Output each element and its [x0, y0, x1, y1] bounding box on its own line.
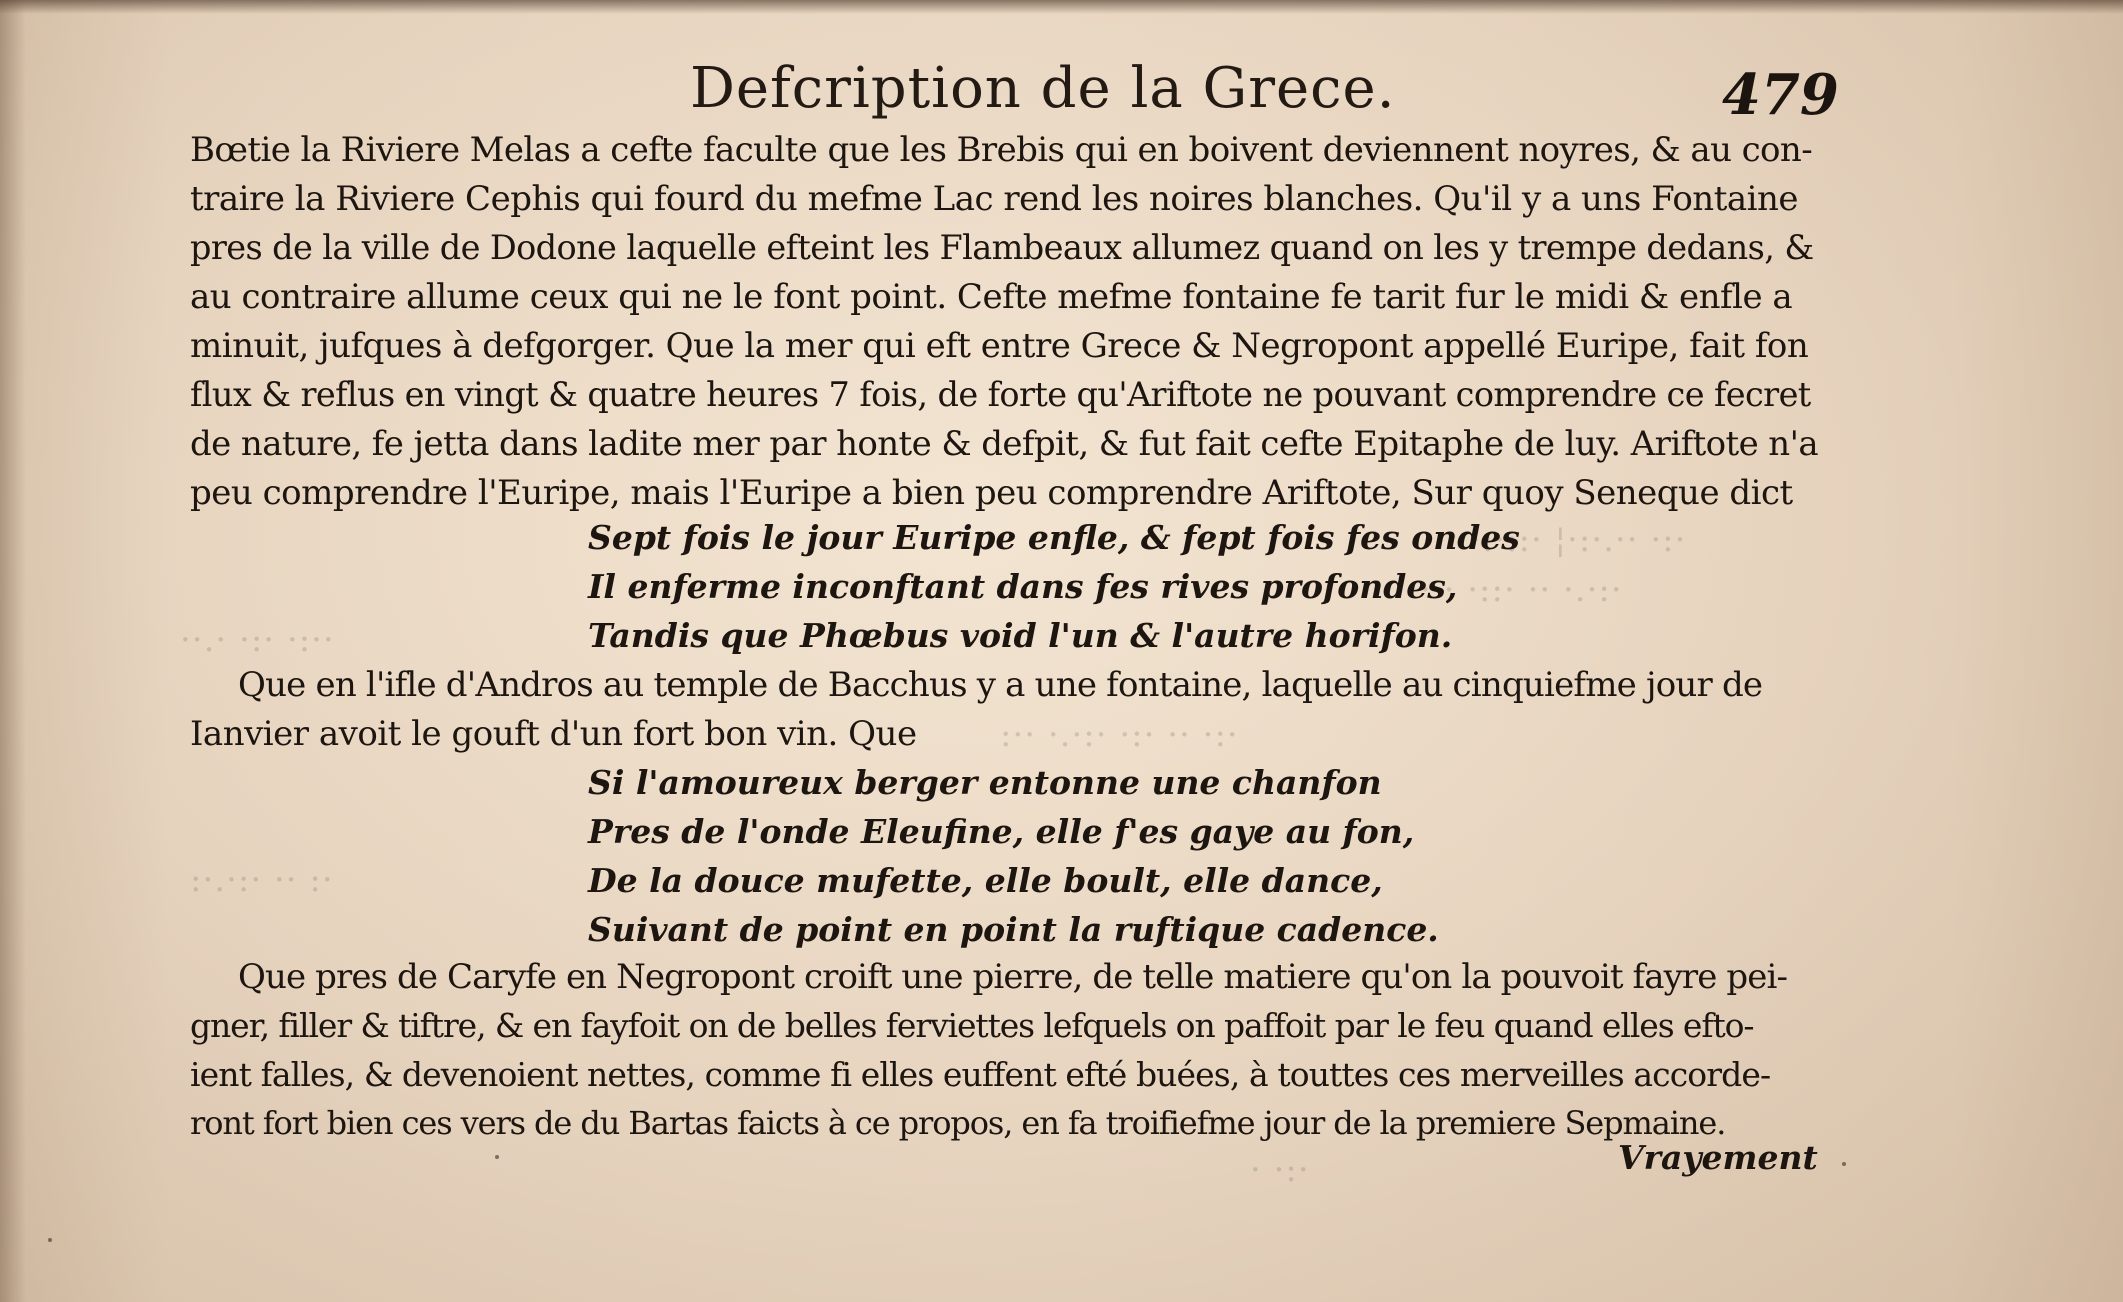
- ink-speck: [1842, 1162, 1846, 1166]
- text-line: flux & reflus en vingt & quatre heures 7 fois, de forte qu'Ariftote ne pouvant comprendre ce fecret: [190, 375, 1811, 414]
- text-line: Ianvier avoit le gouft d'un fort bon vin. Que: [190, 714, 917, 754]
- text-line: Bœtie la Riviere Melas a cefte faculte que les Brebis qui en boivent deviennent noyres, & au con-: [190, 130, 1813, 170]
- text-line: pres de la ville de Dodone laquelle efteint les Flambeaux allumez quand on les y trempe dedans, &: [190, 228, 1814, 267]
- text-line: gner, filler & tiftre, & en fayfoit on de belles ferviettes lefquels on paffoit par le feu quand elles efto-: [190, 1006, 1754, 1045]
- bleed-through: :·.·:· ·· :·: [190, 860, 334, 900]
- text-line: minuit, jufques à defgorger. Que la mer qui eft entre Grece & Negropont appellé Euripe, fait fon: [190, 326, 1809, 366]
- text-line: Que pres de Caryfe en Negropont croift une pierre, de telle matiere qu'on la pouvoit fayre pei-: [238, 957, 1788, 997]
- verse-line: Il enferme inconftant dans fes rives profondes,: [588, 567, 1458, 606]
- text-line: traire la Riviere Cephis qui fourd du mefme Lac rend les noires blanches. Qu'il y a uns Fontaine: [190, 179, 1799, 219]
- verse-line: Si l'amoureux berger entonne une chanfon: [588, 763, 1382, 802]
- catchword: Vrayement: [1618, 1138, 1818, 1177]
- verse-line: Suivant de point en point la ruftique cadence.: [588, 910, 1439, 949]
- verse-line: De la douce mufette, elle boult, elle dance,: [588, 861, 1383, 900]
- text-line: ront fort bien ces vers de du Bartas faicts à ce propos, en fa troifiefme jour de la premiere Sepmaine.: [190, 1104, 1726, 1142]
- text-line: peu comprendre l'Euripe, mais l'Euripe a bien peu comprendre Ariftote, Sur quoy Seneque dict: [190, 473, 1793, 513]
- bleed-through: · ·:·: [1250, 1150, 1310, 1190]
- text-line: au contraire allume ceux qui ne le font point. Cefte mefme fontaine fe tarit fur le midi & enfle a: [190, 277, 1793, 317]
- bleed-through: ·:·::· ¦·:·.·· ·:·: [1470, 520, 1687, 560]
- text-line: ient falles, & devenoient nettes, comme fi elles euffent efté buées, à touttes ces merveilles accorde-: [190, 1055, 1771, 1094]
- text-line: Que en l'ifle d'Andros au temple de Bacchus y a une fontaine, laquelle au cinquiefme jour de: [238, 665, 1763, 705]
- bleed-through: :·· ·.·:· ·:· ·· ·:·: [1000, 715, 1239, 755]
- verse-line: Pres de l'onde Eleufine, elle f'es gaye au fon,: [588, 812, 1415, 851]
- bleed-through: ··· ·::· ·· ·.·:·: [1420, 570, 1623, 610]
- running-head: Defcription de la Grece.: [690, 56, 1396, 121]
- verse-line: Tandis que Phœbus void l'un & l'autre horifon.: [588, 616, 1453, 655]
- text-line: de nature, fe jetta dans ladite mer par honte & defpit, & fut fait cefte Epitaphe de luy. Ariftote n'a: [190, 424, 1819, 464]
- verse-line: Sept fois le jour Euripe enfle, & fept fois fes ondes: [588, 518, 1520, 557]
- ink-speck: [48, 1238, 52, 1242]
- ink-speck: [495, 1155, 499, 1159]
- bleed-through: ··.· ·:· ·:··: [180, 620, 335, 660]
- page-number: 479: [1722, 62, 1839, 128]
